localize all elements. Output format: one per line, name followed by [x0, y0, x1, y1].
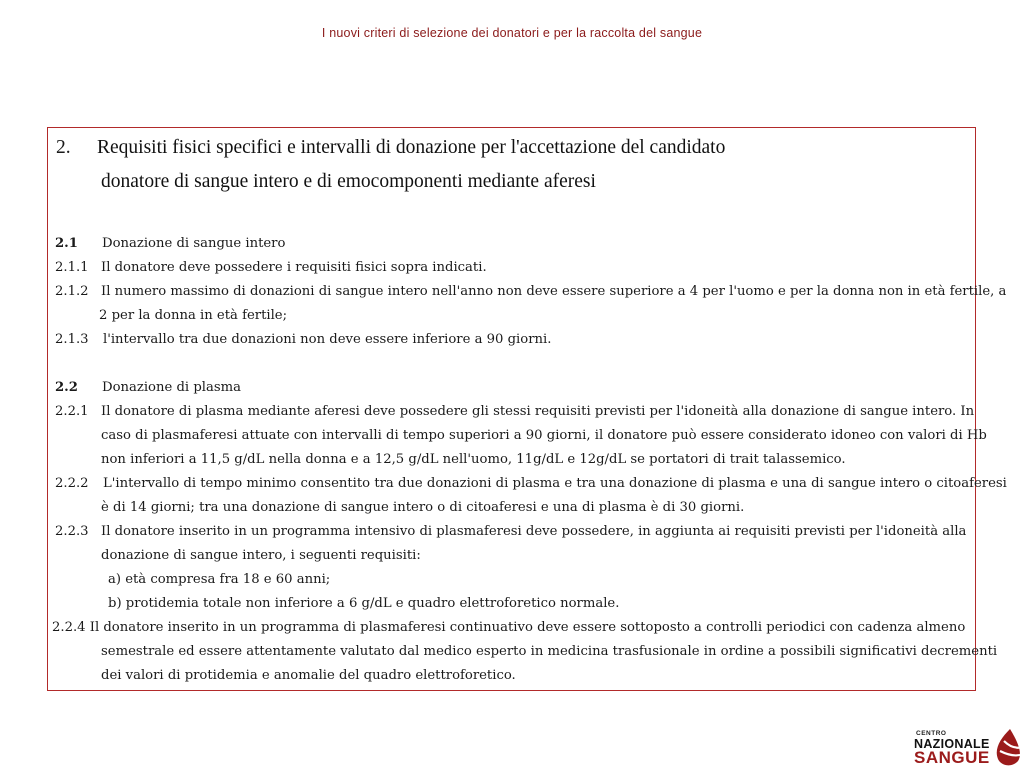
requirement-b: b) protidemia totale non inferiore a 6 g/dL e quadro elettroforetico normale.: [108, 596, 620, 611]
item-number: 2.2.1: [55, 404, 89, 419]
item-number: 2.1.1: [55, 260, 89, 275]
blood-drop-icon: [990, 727, 1024, 768]
item-number: 2.1.2: [55, 284, 89, 299]
subsection-number: 2.2: [55, 380, 78, 395]
content-box: [47, 127, 1007, 691]
item-text: 2.2.4 Il donatore inserito in un programma di plasmaferesi continuativo deve essere sottoposto a controlli periodici con cadenza almeno: [52, 620, 966, 635]
subsection-heading: Donazione di plasma: [102, 380, 241, 395]
item-text: Il donatore inserito in un programma intensivo di plasmaferesi deve possedere, in aggiunta ai requisiti previsti per l'idoneità alla: [101, 524, 967, 539]
item-text: l'intervallo tra due donazioni non deve essere inferiore a 90 giorni.: [103, 332, 552, 347]
item-text-continued: dei valori di protidemia e anomalie del quadro elettroforetico.: [101, 668, 516, 683]
centro-nazionale-sangue-logo: [914, 727, 1024, 768]
item-number: 2.2.3: [55, 524, 89, 539]
item-text-continued: 2 per la donna in età fertile;: [99, 308, 288, 323]
item-text-continued: donazione di sangue intero, i seguenti requisiti:: [101, 548, 421, 563]
item-number: 2.2.2: [55, 476, 89, 491]
logo-line1: CENTRO: [916, 730, 947, 737]
subsection-heading: Donazione di sangue intero: [102, 236, 286, 251]
page-header: I nuovi criteri di selezione dei donatori e per la raccolta del sangue: [321, 26, 703, 40]
subsection-number: 2.1: [55, 236, 78, 251]
item-text: L'intervallo di tempo minimo consentito tra due donazioni di plasma e tra una donazione di plasma e una di sangue intero o citoaferesi: [103, 476, 1007, 491]
item-number: 2.1.3: [55, 332, 89, 347]
section-title-line1: Requisiti fisici specifici e intervalli di donazione per l'accettazione del candidato: [97, 137, 726, 158]
section-title-line2: donatore di sangue intero e di emocomponenti mediante aferesi: [101, 171, 596, 192]
item-text: Il donatore deve possedere i requisiti fisici sopra indicati.: [101, 260, 487, 275]
item-text-continued: caso di plasmaferesi attuate con intervalli di tempo superiori a 90 giorni, il donatore può essere considerato idoneo con valori di Hb: [101, 428, 987, 443]
section-number: 2.: [56, 137, 71, 158]
item-text: Il donatore di plasma mediante aferesi deve possedere gli stessi requisiti previsti per l'idoneità alla donazione di sangue intero. In: [101, 404, 975, 419]
item-text-continued: semestrale ed essere attentamente valutato dal medico esperto in medicina trasfusionale in ordine a possibili significativi decrementi: [101, 644, 998, 659]
logo-line3: SANGUE: [914, 748, 990, 767]
item-text: Il numero massimo di donazioni di sangue intero nell'anno non deve essere superiore a 4 per l'uomo e per la donna non in età fertile, a: [101, 284, 1007, 299]
item-text-continued: non inferiori a 11,5 g/dL nella donna e a 12,5 g/dL nell'uomo, 11g/dL e 12g/dL se portatori di trait talassemico.: [101, 452, 846, 467]
requirement-a: a) età compresa fra 18 e 60 anni;: [108, 572, 331, 587]
logo-line2: NAZIONALE: [914, 737, 990, 751]
item-text-continued: è di 14 giorni; tra una donazione di sangue intero o di citoaferesi e una di plasma è di 30 giorni.: [101, 500, 745, 515]
